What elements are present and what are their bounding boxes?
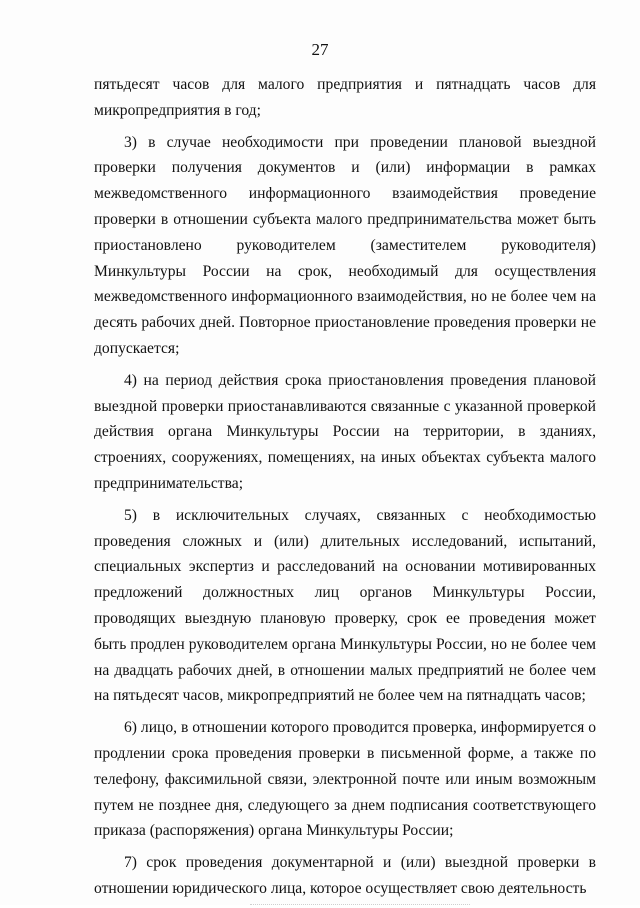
- paragraph-item-7: 7) срок проведения документарной и (или) выездной проверки в отношении юридического лица, которое осуществляет свою деятельность: [94, 854, 596, 897]
- paragraph-item-4: 4) на период действия срока приостановления проведения плановой выездной проверки приостанавливаются связанные с указанной проверкой действия органа Минкультуры России на территории, в зданиях, строениях, сооружениях, помещениях, на иных объектах субъекта малого предпринимательства;: [94, 371, 596, 492]
- document-body: [94, 72, 596, 908]
- paragraph-item-5: 5) в исключительных случаях, связанных с необходимостью проведения сложных и (или) длительных исследований, испытаний, специальных экспертиз и расследований на основании мотивированных предложений должностных лиц органов Минкультуры России, проводящих выездную плановую проверку, срок ее проведения может быть продлен руководителем органа Минкультуры России, но не более чем на двадцать рабочих дней, в отношении малых предприятий не более чем на пятьдесят часов, микропредприятий не более чем на пятнадцать часов;: [94, 506, 596, 705]
- paragraph-continuation: пятьдесят часов для малого предприятия и пятнадцать часов для микропредприятия в год;: [94, 76, 596, 119]
- paragraph-item-3: 3) в случае необходимости при проведении плановой выездной проверки получения документов и (или) информации в рамках межведомственного информационного взаимодействия проведение проверки в отношении субъекта малого предпринимательства может быть приостановлено руководителем (заместителем руководителя) Минкультуры России на срок, необходимый для осуществления межведомственного информационного взаимодействия, но не более чем на десять рабочих дней. Повторное приостановление проведения проверки не допускается;: [94, 133, 596, 357]
- paragraph-item-6: 6) лицо, в отношении которого проводится проверка, информируется о продлении срока проведения проверки в письменной форме, а также по телефону, факсимильной связи, электронной почте или иным возможным путем не позднее дня, следующего за днем подписания соответствующего приказа (распоряжения) органа Минкультуры России;: [94, 719, 596, 840]
- page-number: 27: [311, 40, 329, 59]
